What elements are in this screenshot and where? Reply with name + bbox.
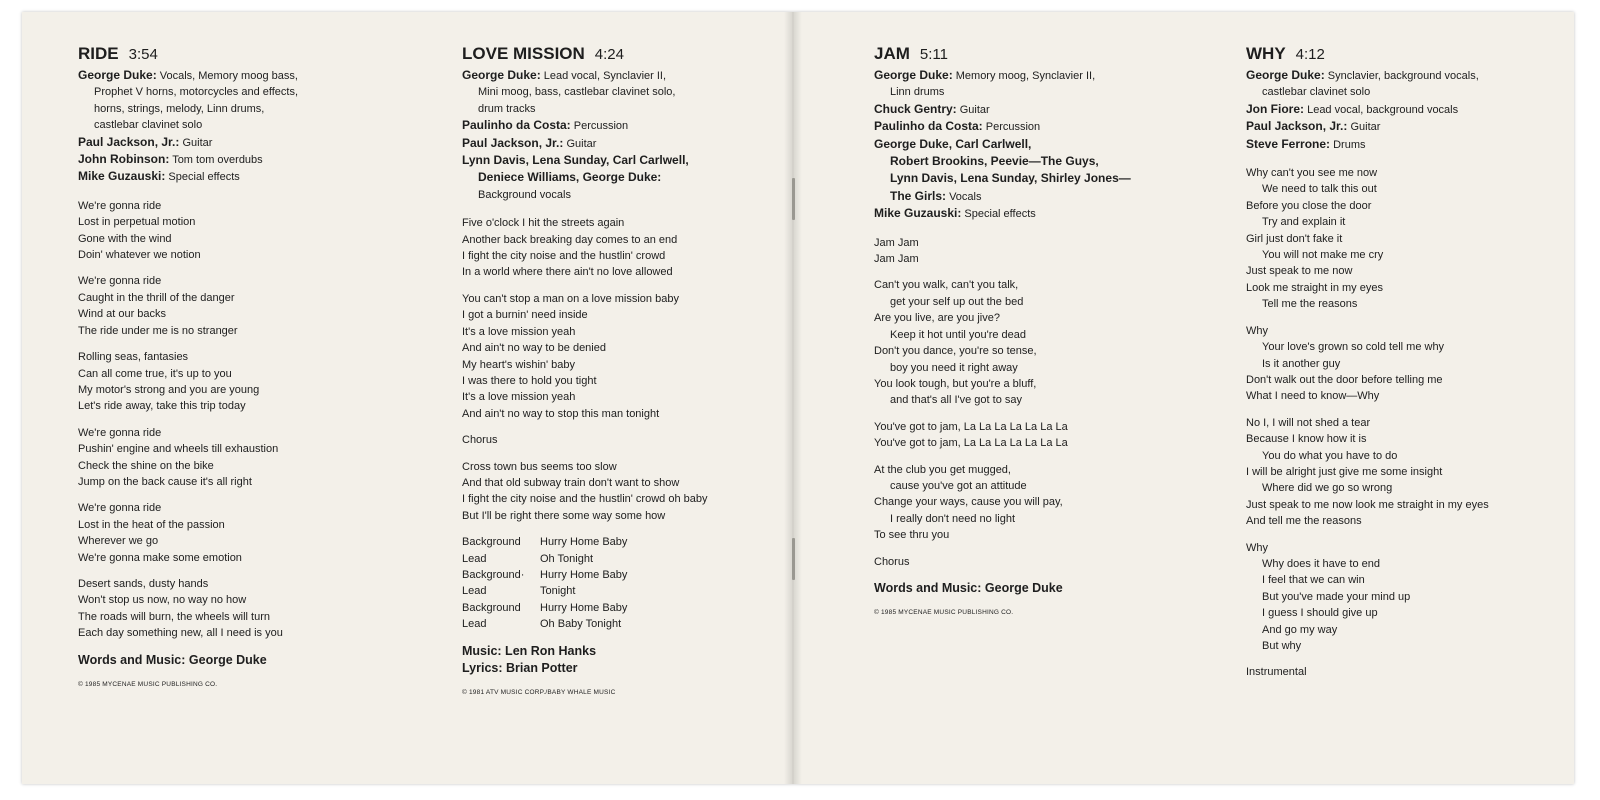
performer-name: Paulinho da Costa: <box>462 118 571 133</box>
lyric-line: We're gonna make some emotion <box>78 551 242 564</box>
song-duration: 4:12 <box>1295 46 1325 63</box>
lyric-line: Don't you dance, you're so tense, <box>874 345 1037 358</box>
lyric-line: You can't stop a man on a love mission baby <box>462 292 679 305</box>
lyric-line: I guess I should give up <box>1262 607 1378 620</box>
lyric-line: Instrumental <box>1246 666 1307 679</box>
lyric-line: But you've made your mind up <box>1262 590 1411 603</box>
song-jam <box>874 44 1194 621</box>
lyric-line: Rolling seas, fantasies <box>78 351 189 364</box>
lyric-line: Just speak to me now <box>1246 265 1353 278</box>
songwriter-credit: Lyrics: Brian Potter <box>462 660 578 675</box>
vocal-part: Background <box>462 536 521 549</box>
performer-name: George Duke: <box>874 68 953 82</box>
lyric-line: Wherever we go <box>78 535 159 548</box>
lyric-line: I will be alright just give me some insight <box>1246 465 1443 478</box>
performer-role: Drums <box>1333 138 1366 151</box>
lyric-stanza <box>462 215 782 281</box>
lyric-line: Gone with the wind <box>78 232 172 245</box>
vocal-part: Lead <box>462 618 487 631</box>
credits <box>462 67 782 203</box>
performer-role: Percussion <box>573 120 629 133</box>
vocal-part: Lead <box>462 552 487 565</box>
lyric-line: Doin' whatever we notion <box>78 249 201 262</box>
lyric-line: We need to talk this out <box>1262 183 1377 196</box>
lyric-line: I got a burnin' need inside <box>462 309 588 322</box>
lyric-line: Are you live, are you jive? <box>874 312 1000 325</box>
performer-role: Guitar <box>182 136 213 149</box>
lyric-line: Jam Jam <box>874 236 919 249</box>
performer-name: John Robinson: <box>78 152 170 167</box>
song-title <box>462 44 782 65</box>
performer-name: The Girls: <box>890 188 947 203</box>
lyric-line: Why can't you see me now <box>1246 167 1378 180</box>
lyric-line: Oh Baby Tonight <box>540 618 622 631</box>
credits <box>874 67 1194 223</box>
lyric-stanza <box>874 462 1194 544</box>
lyric-line: I was there to hold you tight <box>462 374 597 387</box>
performer-role: Linn drums <box>890 86 945 99</box>
performer-name: Paul Jackson, Jr.: <box>462 135 564 150</box>
lyric-line: Chorus <box>874 555 910 568</box>
lyric-line: At the club you get mugged, <box>874 463 1011 476</box>
words-and-music-credit <box>78 652 398 669</box>
lyric-line: It's a love mission yeah <box>462 391 576 404</box>
lyric-line: We're gonna ride <box>78 275 162 288</box>
performer-role: Special effects <box>168 171 240 184</box>
lyric-line: My heart's wishin' baby <box>462 358 576 371</box>
lyric-line: Caught in the thrill of the danger <box>78 291 235 304</box>
performer-name: Robert Brookins, Peevie—The Guys, <box>890 154 1099 169</box>
lyric-line: and that's all I've got to say <box>890 394 1022 407</box>
performer-name: Mike Guzauski: <box>874 206 962 221</box>
lyric-line: Before you close the door <box>1246 199 1372 212</box>
title-text: JAM <box>874 44 910 63</box>
lyric-line: Five o'clock I hit the streets again <box>462 217 625 230</box>
lyric-line: No I, I will not shed a tear <box>1246 416 1371 429</box>
performer-name: George Duke: <box>78 68 157 82</box>
songwriter-credit: Words and Music: George Duke <box>78 652 267 667</box>
lyric-line: Jump on the back cause it's all right <box>78 475 252 488</box>
performer-name: George Duke: <box>1246 68 1325 82</box>
lyric-stanza <box>1246 323 1566 405</box>
lyric-line: Check the shine on the bike <box>78 459 214 472</box>
exchange-row <box>462 583 782 599</box>
lyric-line: And ain't no way to stop this man tonight <box>462 407 660 420</box>
exchange-row <box>462 567 782 583</box>
lyric-line: Pushin' engine and wheels till exhaustion <box>78 443 279 456</box>
song-title <box>1246 44 1566 65</box>
lyrics <box>874 235 1194 570</box>
song-duration: 4:24 <box>594 46 624 63</box>
lyric-line: Chorus <box>462 434 498 447</box>
lyric-line: I feel that we can win <box>1262 574 1365 587</box>
lyric-stanza <box>78 349 398 415</box>
lyric-line: Hurry Home Baby <box>540 568 628 581</box>
performer-role: Synclavier, background vocals, <box>1327 70 1479 82</box>
lyric-line: Another back breaking day comes to an end <box>462 233 678 246</box>
lyric-line: Lost in perpetual motion <box>78 216 196 229</box>
performer-role: drum tracks <box>478 102 536 115</box>
lyric-line: Why <box>1246 541 1268 554</box>
song-why <box>1246 44 1566 691</box>
vocal-part: Lead <box>462 585 487 598</box>
credits <box>78 67 398 186</box>
performer-role: Special effects <box>964 208 1036 221</box>
performer-name: Jon Fiore: <box>1246 101 1305 116</box>
lyric-line: Where did we go so wrong <box>1262 482 1393 495</box>
words-and-music-credit <box>462 643 782 677</box>
copyright-notice: © 1985 MYCENAE MUSIC PUBLISHING CO. <box>78 680 218 688</box>
lyric-stanza <box>462 459 782 525</box>
performer-name: Deniece Williams, George Duke: <box>478 170 662 185</box>
exchange-row <box>462 534 782 550</box>
song-duration: 3:54 <box>128 46 158 63</box>
performer-name: Paul Jackson, Jr.: <box>78 134 180 149</box>
song-love-mission <box>462 44 782 701</box>
lyric-line: Tonight <box>540 585 576 598</box>
title-text: RIDE <box>78 44 119 63</box>
lyric-line: We're gonna ride <box>78 199 162 212</box>
lyric-line: You will not make me cry <box>1262 249 1384 262</box>
performer-role: Background vocals <box>478 188 571 201</box>
lyric-line: We're gonna ride <box>78 426 162 439</box>
lyric-line: Your love's grown so cold tell me why <box>1262 341 1445 354</box>
performer-role: Prophet V horns, motorcycles and effects, <box>94 86 299 99</box>
performer-role: castlebar clavinet solo <box>94 119 203 132</box>
performer-role: Lead vocal, background vocals <box>1307 103 1459 116</box>
lyric-line: What I need to know—Why <box>1246 390 1380 403</box>
credits <box>1246 67 1566 153</box>
lyric-stanza <box>78 500 398 566</box>
lyric-stanza <box>874 419 1194 452</box>
lyric-line: Lost in the heat of the passion <box>78 518 225 531</box>
lyric-line: Is it another guy <box>1262 357 1341 370</box>
song-title <box>874 44 1194 65</box>
performer-name: George Duke: <box>462 68 541 82</box>
lyric-line: It's a love mission yeah <box>462 325 576 338</box>
lyric-line: Keep it hot until you're dead <box>890 328 1027 341</box>
lyric-line: Try and explain it <box>1262 216 1346 229</box>
lyric-line: But I'll be right there some way some how <box>462 509 666 522</box>
performer-name: Paul Jackson, Jr.: <box>1246 119 1348 134</box>
lyric-line: Let's ride away, take this trip today <box>78 400 246 413</box>
lyric-line: The roads will burn, the wheels will turn <box>78 610 270 623</box>
songwriter-credit: Music: Len Ron Hanks <box>462 643 597 658</box>
lyric-line: Why does it have to end <box>1262 557 1381 570</box>
title-text: LOVE MISSION <box>462 44 585 63</box>
performer-role: Lead vocal, Synclavier II, <box>543 70 667 82</box>
lyric-stanza <box>1246 415 1566 530</box>
performer-role: Mini moog, bass, castlebar clavinet solo, <box>478 86 676 99</box>
performer-name: Lynn Davis, Lena Sunday, Shirley Jones— <box>890 171 1131 186</box>
exchange-row <box>462 551 782 567</box>
lyric-line: To see thru you <box>874 529 950 542</box>
performer-name: George Duke, Carl Carlwell, <box>874 136 1032 151</box>
performer-role: Vocals, Memory moog bass, <box>159 70 298 82</box>
copyright-notice: © 1981 ATV MUSIC CORP./BABY WHALE MUSIC <box>462 688 616 696</box>
song-title <box>78 44 398 65</box>
lyric-line: get your self up out the bed <box>890 295 1024 308</box>
staple-bottom <box>792 538 795 580</box>
lyric-stanza <box>1246 165 1566 313</box>
lyric-line: Jam Jam <box>874 253 919 266</box>
vocal-part: Background· <box>462 568 525 581</box>
lyric-line: Hurry Home Baby <box>540 601 628 614</box>
performer-role: horns, strings, melody, Linn drums, <box>94 102 265 115</box>
lyric-line: My motor's strong and you are young <box>78 383 260 396</box>
performer-role: Guitar <box>1350 121 1381 134</box>
lyric-line: Don't walk out the door before telling me <box>1246 373 1443 386</box>
lyric-line: Hurry Home Baby <box>540 536 628 549</box>
lyric-line: Can't you walk, can't you talk, <box>874 279 1019 292</box>
lyric-line: And that old subway train don't want to show <box>462 476 680 489</box>
lyric-stanza <box>462 432 782 448</box>
lyrics <box>462 215 782 524</box>
lyric-line: Tell me the reasons <box>1262 298 1358 311</box>
performer-role: Guitar <box>959 103 990 116</box>
lyric-line: You've got to jam, La La La La La La La <box>874 420 1068 433</box>
lyric-line: You look tough, but you're a bluff, <box>874 377 1037 390</box>
lyric-stanza <box>1246 540 1566 655</box>
lyric-line: We're gonna ride <box>78 502 162 515</box>
lyric-line: Just speak to me now look me straight in my eyes <box>1246 498 1489 511</box>
vocal-part: Background <box>462 601 521 614</box>
lyric-line: Because I know how it is <box>1246 433 1367 446</box>
lyric-stanza <box>78 425 398 491</box>
lyric-stanza <box>874 554 1194 570</box>
lyric-line: Why <box>1246 324 1268 337</box>
lyric-stanza <box>874 235 1194 268</box>
songwriter-credit: Words and Music: George Duke <box>874 580 1063 595</box>
lyric-line: Change your ways, cause you will pay, <box>874 496 1063 509</box>
lyric-line: Wind at our backs <box>78 308 167 321</box>
lyric-line: And go my way <box>1262 623 1338 636</box>
words-and-music-credit <box>874 580 1194 597</box>
performer-name: Lynn Davis, Lena Sunday, Carl Carlwell, <box>462 153 689 168</box>
lyric-stanza <box>78 576 398 642</box>
lyric-line: In a world where there ain't no love allowed <box>462 266 673 279</box>
staple-top <box>792 178 795 220</box>
lyric-line: Cross town bus seems too slow <box>462 460 617 473</box>
lyric-line: Oh Tonight <box>540 552 594 565</box>
center-fold <box>784 12 802 784</box>
lyric-line: Look me straight in my eyes <box>1246 281 1383 294</box>
performer-name: Chuck Gentry: <box>874 101 957 116</box>
lyric-line: Girl just don't fake it <box>1246 232 1343 245</box>
lyric-line: Won't stop us now, no way no how <box>78 594 247 607</box>
exchange-row <box>462 600 782 616</box>
lyric-line: You do what you have to do <box>1262 449 1398 462</box>
lyric-line: But why <box>1262 640 1302 652</box>
lyric-line: Can all come true, it's up to you <box>78 367 232 380</box>
lyric-stanza <box>78 198 398 264</box>
performer-name: Paulinho da Costa: <box>874 119 983 134</box>
performer-name: Mike Guzauski: <box>78 169 166 184</box>
lyric-line: You've got to jam, La La La La La La La <box>874 437 1068 450</box>
lyric-line: I fight the city noise and the hustlin' crowd <box>462 250 666 263</box>
performer-role: Memory moog, Synclavier II, <box>955 70 1096 82</box>
performer-role: Vocals <box>949 190 982 203</box>
performer-role: Guitar <box>566 137 597 150</box>
performer-role: Percussion <box>985 121 1041 134</box>
song-duration: 5:11 <box>919 46 948 63</box>
lyric-line: cause you've got an attitude <box>890 479 1027 492</box>
lyric-line: And tell me the reasons <box>1246 515 1362 528</box>
performer-role: Tom tom overdubs <box>172 154 263 167</box>
lyric-line: I really don't need no light <box>890 512 1016 525</box>
lyric-line: And ain't no way to be denied <box>462 342 606 355</box>
lyric-line: I fight the city noise and the hustlin' crowd oh baby <box>462 493 708 506</box>
lyric-line: The ride under me is no stranger <box>78 324 238 337</box>
exchange-row <box>462 616 782 632</box>
lyric-stanza <box>462 291 782 422</box>
lyric-line: Each day something new, all I need is you <box>78 627 283 640</box>
title-text: WHY <box>1246 44 1286 63</box>
performer-name: Steve Ferrone: <box>1246 136 1331 151</box>
lyrics <box>1246 165 1566 681</box>
performer-role: castlebar clavinet solo <box>1262 86 1371 99</box>
lyric-stanza <box>874 277 1194 408</box>
song-ride <box>78 44 398 693</box>
copyright-notice: © 1985 MYCENAE MUSIC PUBLISHING CO. <box>874 608 1014 616</box>
vocal-exchange-table <box>462 534 782 632</box>
lyric-stanza <box>1246 664 1566 680</box>
lyrics <box>78 198 398 642</box>
lyric-stanza <box>78 273 398 339</box>
lyric-line: Desert sands, dusty hands <box>78 577 209 590</box>
lyric-line: boy you need it right away <box>890 361 1018 374</box>
